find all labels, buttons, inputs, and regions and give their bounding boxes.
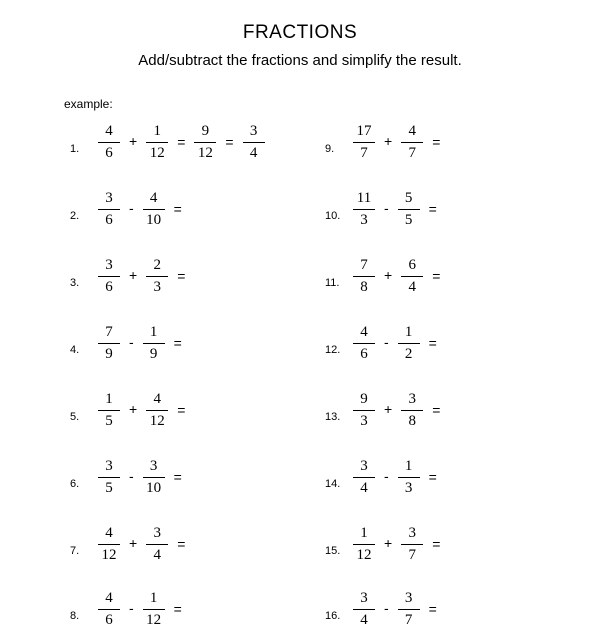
fraction-bar xyxy=(401,544,423,545)
fraction-bar xyxy=(401,410,423,411)
fraction-a xyxy=(96,190,122,229)
problem-11 xyxy=(325,251,555,301)
fraction-a xyxy=(96,590,122,629)
problem-16 xyxy=(325,584,555,634)
fraction-bar xyxy=(353,410,375,411)
equals-sign: = xyxy=(432,536,441,552)
numerator: 9 xyxy=(360,390,368,407)
fraction-bar xyxy=(353,477,375,478)
numerator: 1 xyxy=(404,457,413,474)
fraction-bar xyxy=(98,343,120,344)
fraction-bar xyxy=(353,609,375,610)
numerator: 3 xyxy=(105,457,113,474)
equals-sign: = xyxy=(428,335,437,351)
answer-fraction xyxy=(241,123,267,162)
fraction-bar xyxy=(398,477,420,478)
fraction-bar xyxy=(353,544,375,545)
problem-number: 11. xyxy=(325,277,340,289)
page-title: FRACTIONS xyxy=(242,22,358,43)
fraction-a xyxy=(96,525,122,564)
equals-sign: = xyxy=(225,134,234,150)
equals-sign: = xyxy=(177,268,186,284)
fraction-bar xyxy=(146,142,168,143)
equals-sign: = xyxy=(177,536,186,552)
fraction-bar xyxy=(146,410,168,411)
fraction-bar xyxy=(401,142,423,143)
fraction-bar xyxy=(98,477,120,478)
problem-5 xyxy=(70,385,300,435)
problem-3 xyxy=(70,251,300,301)
fraction-bar xyxy=(353,142,375,143)
operator: + xyxy=(129,133,138,149)
fraction-a xyxy=(96,391,122,430)
denominator: 12 xyxy=(149,412,165,429)
fraction-b xyxy=(144,257,170,296)
denominator: 10 xyxy=(146,211,162,228)
fraction-bar xyxy=(98,209,120,210)
numerator: 9 xyxy=(201,122,210,139)
fraction-bar xyxy=(398,343,420,344)
numerator: 2 xyxy=(153,256,161,273)
fraction-bar xyxy=(143,609,165,610)
denominator: 4 xyxy=(360,611,368,628)
fraction-b xyxy=(141,324,167,363)
fraction-bar xyxy=(143,343,165,344)
fraction-a xyxy=(96,257,122,296)
denominator: 4 xyxy=(153,546,161,563)
denominator: 12 xyxy=(149,144,165,161)
numerator: 11 xyxy=(356,189,372,206)
operator: - xyxy=(129,600,134,616)
fraction-bar xyxy=(143,209,165,210)
denominator: 5 xyxy=(105,412,113,429)
operator: - xyxy=(129,468,134,484)
fraction-bar xyxy=(98,276,120,277)
denominator: 3 xyxy=(404,479,413,496)
problem-number: 16. xyxy=(325,610,341,622)
operator: - xyxy=(384,468,389,484)
numerator: 3 xyxy=(360,589,368,606)
equals-sign: = xyxy=(432,134,441,150)
fraction-bar xyxy=(146,544,168,545)
numerator: 3 xyxy=(149,457,158,474)
fraction-b xyxy=(144,525,170,564)
problem-number: 3. xyxy=(70,277,80,289)
fraction-bar xyxy=(398,609,420,610)
numerator: 17 xyxy=(356,122,372,139)
problem-number: 8. xyxy=(70,610,80,622)
numerator: 3 xyxy=(153,524,161,541)
problem-number: 4. xyxy=(70,344,80,356)
denominator: 7 xyxy=(360,144,368,161)
denominator: 9 xyxy=(149,345,158,362)
fraction-a xyxy=(351,590,377,629)
fraction-bar xyxy=(98,544,120,545)
operator: - xyxy=(129,200,134,216)
fraction-b xyxy=(399,257,425,296)
numerator: 4 xyxy=(153,390,161,407)
numerator: 6 xyxy=(408,256,416,273)
numerator: 3 xyxy=(408,390,416,407)
operator: + xyxy=(384,133,393,149)
denominator: 12 xyxy=(356,546,372,563)
fraction-bar xyxy=(98,410,120,411)
fraction-bar xyxy=(243,142,265,143)
fraction-b xyxy=(396,590,422,629)
fraction-bar xyxy=(98,142,120,143)
denominator: 4 xyxy=(360,479,368,496)
fraction-b xyxy=(141,458,167,497)
fraction-a xyxy=(351,458,377,497)
fraction-b xyxy=(144,391,170,430)
numerator: 4 xyxy=(105,589,113,606)
problem-number: 1. xyxy=(70,143,80,155)
operator: + xyxy=(129,401,138,417)
denominator: 6 xyxy=(105,278,113,295)
numerator: 4 xyxy=(408,122,416,139)
fraction-b xyxy=(141,190,167,229)
operator: + xyxy=(129,535,138,551)
numerator: 1 xyxy=(404,323,413,340)
problem-7 xyxy=(70,519,300,569)
fraction-bar xyxy=(353,276,375,277)
fraction-a xyxy=(351,190,377,229)
numerator: 1 xyxy=(153,122,161,139)
denominator: 2 xyxy=(404,345,413,362)
fraction-a xyxy=(351,525,377,564)
fraction-a xyxy=(351,324,377,363)
numerator: 1 xyxy=(105,390,113,407)
equals-sign: = xyxy=(428,201,437,217)
problem-1 xyxy=(70,117,300,167)
problem-4 xyxy=(70,318,300,368)
problem-13 xyxy=(325,385,555,435)
denominator: 3 xyxy=(360,211,368,228)
denominator: 4 xyxy=(408,278,416,295)
operator: - xyxy=(129,334,134,350)
problem-number: 5. xyxy=(70,411,80,423)
fraction-b xyxy=(396,324,422,363)
equals-sign: = xyxy=(428,469,437,485)
equals-sign: = xyxy=(173,201,182,217)
numerator: 7 xyxy=(360,256,368,273)
numerator: 4 xyxy=(105,524,113,541)
denominator: 8 xyxy=(408,412,416,429)
problem-number: 14. xyxy=(325,478,341,490)
numerator: 1 xyxy=(149,589,158,606)
denominator: 12 xyxy=(197,144,213,161)
fraction-a xyxy=(96,324,122,363)
operator: + xyxy=(384,401,393,417)
fraction-bar xyxy=(353,209,375,210)
fraction-b xyxy=(399,391,425,430)
numerator: 3 xyxy=(105,256,113,273)
numerator: 3 xyxy=(105,189,113,206)
numerator: 1 xyxy=(360,524,368,541)
denominator: 6 xyxy=(360,345,368,362)
problem-number: 7. xyxy=(70,545,80,557)
fraction-bar xyxy=(401,276,423,277)
fraction-bar xyxy=(353,343,375,344)
fraction-b xyxy=(396,458,422,497)
denominator: 4 xyxy=(249,144,258,161)
denominator: 9 xyxy=(105,345,113,362)
fraction-b xyxy=(141,590,167,629)
fraction-a xyxy=(351,123,377,162)
fraction-bar xyxy=(398,209,420,210)
fraction-b xyxy=(144,123,170,162)
problem-14 xyxy=(325,452,555,502)
denominator: 12 xyxy=(101,546,117,563)
numerator: 4 xyxy=(360,323,368,340)
numerator: 7 xyxy=(105,323,113,340)
numerator: 3 xyxy=(408,524,416,541)
fraction-b xyxy=(399,123,425,162)
equals-sign: = xyxy=(428,601,437,617)
problem-number: 2. xyxy=(70,210,80,222)
equals-sign: = xyxy=(432,402,441,418)
numerator: 1 xyxy=(149,323,158,340)
problem-6 xyxy=(70,452,300,502)
problem-10 xyxy=(325,184,555,234)
numerator: 4 xyxy=(149,189,158,206)
problem-12 xyxy=(325,318,555,368)
denominator: 7 xyxy=(408,546,416,563)
numerator: 4 xyxy=(105,122,113,139)
denominator: 8 xyxy=(360,278,368,295)
problem-number: 12. xyxy=(325,344,341,356)
denominator: 7 xyxy=(404,611,413,628)
denominator: 5 xyxy=(404,211,413,228)
problem-number: 6. xyxy=(70,478,80,490)
fraction-a xyxy=(351,391,377,430)
denominator: 6 xyxy=(105,144,113,161)
problem-number: 10. xyxy=(325,210,341,222)
instructions: Add/subtract the fractions and simplify the result. xyxy=(138,52,462,69)
fraction-a xyxy=(96,123,122,162)
problem-number: 15. xyxy=(325,545,341,557)
numerator: 5 xyxy=(404,189,413,206)
equals-sign: = xyxy=(177,134,186,150)
fraction-b xyxy=(396,190,422,229)
numerator: 3 xyxy=(404,589,413,606)
fraction-bar xyxy=(194,142,216,143)
denominator: 3 xyxy=(153,278,161,295)
problem-2 xyxy=(70,184,300,234)
numerator: 3 xyxy=(360,457,368,474)
problem-number: 9. xyxy=(325,143,335,155)
denominator: 6 xyxy=(105,211,113,228)
fraction-a xyxy=(96,458,122,497)
fraction-bar xyxy=(146,276,168,277)
problem-15 xyxy=(325,519,555,569)
operator: + xyxy=(129,267,138,283)
denominator: 6 xyxy=(105,611,113,628)
problem-9 xyxy=(325,117,555,167)
denominator: 5 xyxy=(105,479,113,496)
equals-sign: = xyxy=(177,402,186,418)
fraction-a xyxy=(351,257,377,296)
problem-number: 13. xyxy=(325,411,341,423)
example-label: example: xyxy=(64,97,113,111)
operator: - xyxy=(384,334,389,350)
operator: - xyxy=(384,200,389,216)
denominator: 12 xyxy=(146,611,162,628)
numerator: 3 xyxy=(249,122,258,139)
problem-8 xyxy=(70,584,300,634)
equals-sign: = xyxy=(173,469,182,485)
fraction-bar xyxy=(143,477,165,478)
answer-fraction xyxy=(192,123,218,162)
fraction-b xyxy=(399,525,425,564)
fraction-bar xyxy=(98,609,120,610)
denominator: 7 xyxy=(408,144,416,161)
denominator: 3 xyxy=(360,412,368,429)
equals-sign: = xyxy=(173,335,182,351)
operator: + xyxy=(384,535,393,551)
denominator: 10 xyxy=(146,479,162,496)
equals-sign: = xyxy=(432,268,441,284)
equals-sign: = xyxy=(173,601,182,617)
operator: + xyxy=(384,267,393,283)
operator: - xyxy=(384,600,389,616)
